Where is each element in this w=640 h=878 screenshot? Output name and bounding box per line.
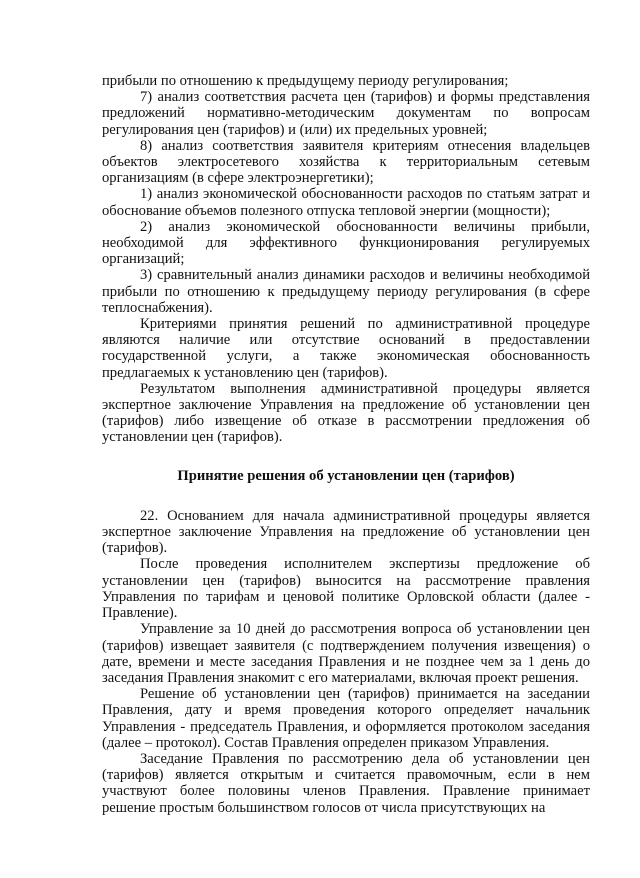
paragraph-heat-item-3: 3) сравнительный анализ динамики расходов и величины необходимой прибыли по отношению к предыдущему периоду регулирования (в сфере теплоснабжения). (102, 267, 590, 316)
paragraph-criteria: Критериями принятия решений по административной процедуре являются наличие или отсутствие оснований в предоставлении государственной услуги, а также экономическая обоснованность предлагаемых к установлению цен (тарифов). (102, 316, 590, 381)
paragraph-result: Результатом выполнения административной процедуры является экспертное заключение Управления на предложение об установлении цен (тарифов) либо извещение об отказе в рассмотрении предложения об установлении цен (тарифов). (102, 380, 590, 446)
paragraph-notification: Управление за 10 дней до рассмотрения вопроса об установлении цен (тарифов) извещает заявителя (с подтверждением получения извещения) о дате, времени и месте заседания Правления и не позднее чем за 1 день до заседания Правления знакомит с его материалами, включая проект решения. (102, 621, 590, 686)
paragraph-item-7: 7) анализ соответствия расчета цен (тарифов) и формы представления предложений нормативно-методическим документам по вопросам регулирования цен (тарифов) и (или) их предельных уровней; (102, 89, 590, 138)
paragraph-item-8: 8) анализ соответствия заявителя критериям отнесения владельцев объектов электросетевого хозяйства к территориальным сетевым организациям (в сфере электроэнергетики); (102, 137, 590, 187)
paragraph-heat-item-2: 2) анализ экономической обоснованности величины прибыли, необходимой для эффективного функционирования регулируемых организаций; (102, 218, 590, 268)
paragraph-22: 22. Основанием для начала административной процедуры является экспертное заключение Управления на предложение об установлении цен (тарифов). (102, 507, 590, 557)
section-heading: Принятие решения об установлении цен (тарифов) (177, 467, 515, 484)
document-page (102, 73, 590, 816)
paragraph-decision: Решение об установлении цен (тарифов) принимается на заседании Правления, дату и время проведения которого определяет начальник Управления - председатель Правления, и оформляется протоколом заседания (далее – протокол). Состав Правления определен приказом Управления. (102, 686, 590, 751)
paragraph-after-expertise: После проведения исполнителем экспертизы предложение об установлении цен (тарифов) выносится на рассмотрение правления Управления по тарифам и ценовой политике Орловской области (далее - Правление). (102, 556, 590, 622)
paragraph-continuation: прибыли по отношению к предыдущему периоду регулирования; (102, 73, 509, 89)
paragraph-heat-item-1: 1) анализ экономической обоснованности расходов по статьям затрат и обоснование объемов полезного отпуска тепловой энергии (мощности); (102, 186, 590, 219)
paragraph-meeting: Заседание Правления по рассмотрению дела об установлении цен (тарифов) является открытым и считается правомочным, если в нем участвуют более половины членов Правления. Правление принимает решение простым большинством голосов от числа присутствующих на (102, 750, 590, 816)
